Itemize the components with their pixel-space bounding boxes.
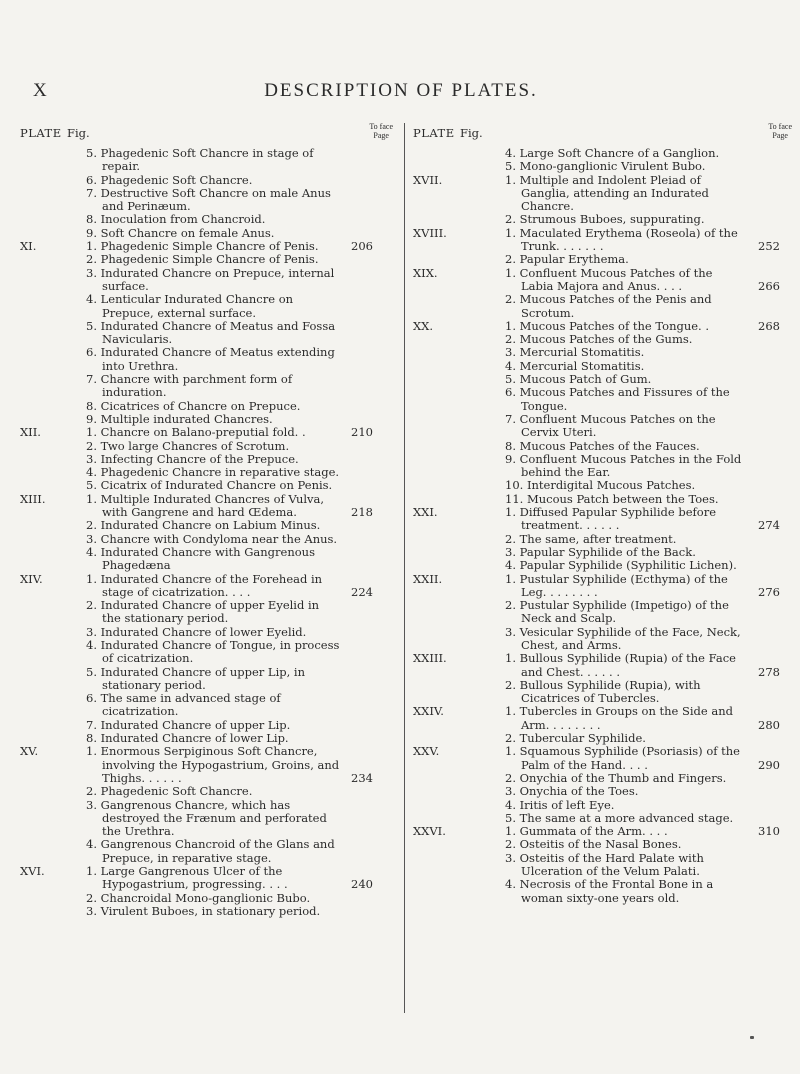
figure-description: 4. Iritis of left Eye. [505, 797, 615, 812]
figure-description: 6. Phagedenic Soft Chancre. [86, 172, 253, 187]
figure-entry [413, 705, 792, 732]
plate-number: XXI. [413, 505, 438, 520]
figure-entry [413, 626, 792, 653]
figure-entry [20, 639, 393, 666]
figure-description: 4. Indurated Chancre with Gangrenous Phagedæna [86, 544, 315, 573]
figure-entry [20, 732, 393, 745]
figure-entry [413, 785, 792, 798]
figure-entry [413, 559, 792, 572]
figure-description: 9. Soft Chancre on female Anus. [86, 225, 275, 240]
figure-description: 2. Papular Erythema. [505, 252, 629, 267]
figure-entry [20, 493, 393, 520]
figure-entry [413, 346, 792, 359]
figure-description: 5. Phagedenic Soft Chancre in stage of repair. [86, 146, 314, 174]
figure-entry [20, 174, 393, 187]
figure-entry [413, 599, 792, 626]
figure-description: 3. Chancre with Condyloma near the Anus. [86, 531, 338, 546]
figure-description: 2. Onychia of the Thumb and Fingers. [505, 770, 727, 785]
figure-description: 1. Phagedenic Simple Chancre of Penis. [86, 239, 319, 254]
page-reference: 290 [758, 757, 780, 772]
figure-description: 4. Necrosis of the Frontal Bone in a woman sixty-one years old. [505, 877, 714, 905]
figure-entry [413, 812, 792, 825]
column-header [413, 123, 792, 147]
figure-description: 8. Inoculation from Chancroid. [86, 212, 266, 227]
figure-entry [413, 440, 792, 453]
figure-description: 4. Papular Syphilide (Syphilitic Lichen). [505, 558, 737, 573]
figure-description: 3. Mercurial Stomatitis. [505, 345, 645, 360]
page-reference: 240 [351, 877, 373, 892]
figure-entry [20, 785, 393, 798]
figure-description: 5. Mono-ganglionic Virulent Bubo. [505, 159, 706, 174]
plate-number: XXIII. [413, 651, 447, 666]
page-label: Page [373, 130, 389, 140]
figure-description: 1. Confluent Mucous Patches of the Labia Majora and Anus. . . . [505, 265, 713, 293]
plate-number: XV. [20, 744, 39, 759]
figure-entry [20, 413, 393, 426]
figure-description: 8. Mucous Patches of the Fauces. [505, 438, 700, 453]
figure-description: 6. Indurated Chancre of Meatus extending into Urethra. [86, 345, 335, 373]
figure-description: 1. Enormous Serpiginous Soft Chancre, involving the Hypogastrium, Groins, and Thighs. . . . . . [86, 744, 340, 785]
figure-entry [20, 838, 393, 865]
figure-entry [20, 573, 393, 600]
figure-entry [413, 160, 792, 173]
figure-entry [413, 878, 792, 905]
figure-entry [20, 426, 393, 439]
figure-description: 1. Large Gangrenous Ulcer of the Hypogastrium, progressing. . . . [86, 864, 288, 892]
figure-entry [20, 626, 393, 639]
figure-description: 1. Chancre on Balano-preputial fold. . [86, 425, 306, 440]
column-header [20, 123, 393, 147]
figure-description: 3. Papular Syphilide of the Back. [505, 544, 696, 559]
figure-entry [413, 267, 792, 294]
figure-entry [20, 453, 393, 466]
figure-description: 8. Indurated Chancre of lower Lip. [86, 731, 289, 746]
figure-entry [413, 652, 792, 679]
figure-entry [413, 679, 792, 706]
plate-number: XXVI. [413, 824, 446, 839]
figure-description: 4. Indurated Chancre of Tongue, in process of cicatrization. [86, 637, 340, 666]
page-reference: 276 [758, 584, 780, 599]
figure-description: 5. Indurated Chancre of Meatus and Fossa Navicularis. [86, 318, 336, 347]
figure-description: 1. Pustular Syphilide (Ecthyma) of the Leg. . . . . . . . [505, 571, 728, 599]
figure-entry [20, 373, 393, 400]
figure-entry [413, 745, 792, 772]
figure-description: 1. Multiple and Indolent Pleiad of Ganglia, attending an Indurated Chancre. [505, 172, 709, 214]
figure-entry [20, 346, 393, 373]
figure-entry [413, 320, 792, 333]
figure-description: 4. Lenticular Indurated Chancre on Prepuce, external surface. [86, 292, 294, 320]
figure-entry [413, 453, 792, 480]
figure-description: 2. Mucous Patches of the Penis and Scrotum. [505, 292, 712, 320]
figure-description: 5. Indurated Chancre of upper Lip, in stationary period. [86, 664, 306, 692]
figure-entry [20, 466, 393, 479]
figure-entry [413, 772, 792, 785]
figure-entry [413, 799, 792, 812]
plate-number: XVIII. [413, 225, 447, 240]
figure-description: 9. Multiple indurated Chancres. [86, 411, 273, 426]
figure-description: 6. Mucous Patches and Fissures of the Tongue. [505, 385, 730, 413]
figure-description: 8. Cicatrices of Chancre on Prepuce. [86, 398, 301, 413]
figure-entry [413, 253, 792, 266]
figure-description: 2. Mucous Patches of the Gums. [505, 332, 693, 347]
page-reference: 278 [758, 664, 780, 679]
plate-number: XIII. [20, 491, 46, 506]
plates-column-left [20, 123, 393, 918]
plate-number: XIX. [413, 265, 438, 280]
figure-entry [413, 386, 792, 413]
page-label: Page [772, 130, 788, 140]
page-heading [768, 123, 792, 140]
plate-number: XII. [20, 425, 41, 440]
figure-entry [20, 905, 393, 918]
page-heading [369, 123, 393, 140]
figure-entry [20, 865, 393, 892]
figure-description: 1. Diffused Papular Syphilide before treatment. . . . . . [505, 505, 717, 533]
plates-column-right [404, 123, 792, 1013]
figure-entry [413, 413, 792, 440]
figure-description: 2. Bullous Syphilide (Rupia), with Cicatrices of Tubercles. [505, 677, 701, 706]
figure-description: 2. Tubercular Syphilide. [505, 731, 646, 746]
figure-entry [20, 599, 393, 626]
figure-description: 2. Phagedenic Soft Chancre. [86, 784, 253, 799]
figure-entry [413, 227, 792, 254]
plate-number: XIV. [20, 571, 43, 586]
page-reference: 224 [351, 584, 373, 599]
page-reference: 274 [758, 518, 780, 533]
figure-description: 11. Mucous Patch between the Toes. [505, 491, 719, 506]
figure-entry [413, 732, 792, 745]
figure-entry [20, 479, 393, 492]
plate-number: XI. [20, 239, 37, 254]
figure-entry [413, 479, 792, 492]
figure-entry [413, 213, 792, 226]
figure-entry [20, 400, 393, 413]
plate-number: XVII. [413, 172, 443, 187]
page-speck [750, 1036, 754, 1039]
figure-entry [20, 666, 393, 693]
figure-description: 3. Gangrenous Chancre, which has destroyed the Frænum and perforated the Urethra. [86, 797, 327, 839]
plate-number: XX. [413, 318, 434, 333]
page-title: DESCRIPTION OF PLATES. [264, 80, 538, 101]
figure-entry [20, 320, 393, 347]
figure-description: 3. Infecting Chancre of the Prepuce. [86, 451, 299, 466]
figure-entry [413, 293, 792, 320]
figure-description: 2. Pustular Syphilide (Impetigo) of the Neck and Scalp. [505, 598, 729, 626]
figure-entry [413, 546, 792, 559]
figure-description: 3. Vesicular Syphilide of the Face, Neck, Chest, and Arms. [505, 624, 741, 652]
figure-entry [413, 533, 792, 546]
figure-description: 9. Confluent Mucous Patches in the Fold behind the Ear. [505, 451, 742, 480]
figure-entry [413, 506, 792, 533]
page-reference: 310 [758, 824, 780, 839]
figure-entry [20, 293, 393, 320]
page-number: X [33, 80, 49, 101]
figure-description: 7. Chancre with parchment form of induration. [86, 372, 293, 400]
figure-entry [413, 838, 792, 851]
to-face-label: To face [768, 122, 792, 131]
figure-description: 3. Onychia of the Toes. [505, 784, 639, 799]
figure-description: 2. Two large Chancres of Scrotum. [86, 438, 290, 453]
figure-entry [20, 227, 393, 240]
page-reference: 266 [758, 278, 780, 293]
plate-number: XXIV. [413, 704, 444, 719]
figure-description: 1. Tubercles in Groups on the Side and Arm. . . . . . . . [505, 704, 734, 732]
figure-entry [413, 174, 792, 214]
figure-description: 7. Indurated Chancre of upper Lip. [86, 717, 291, 732]
page-reference: 218 [351, 505, 373, 520]
page-reference: 268 [758, 318, 780, 333]
figure-description: 4. Mercurial Stomatitis. [505, 358, 645, 373]
figure-entry [413, 333, 792, 346]
figure-description: 1. Bullous Syphilide (Rupia) of the Face and Chest. . . . . . [505, 651, 736, 679]
figure-entry [20, 692, 393, 719]
plate-heading: PLATE [413, 126, 455, 140]
figure-description: 6. The same in advanced stage of cicatrization. [86, 691, 281, 719]
figure-description: 3. Virulent Buboes, in stationary period. [86, 903, 321, 918]
figure-entry [20, 147, 393, 174]
figure-description: 2. Chancroidal Mono-ganglionic Bubo. [86, 890, 311, 905]
figure-description: 1. Gummata of the Arm. . . . [505, 824, 668, 839]
figure-entry [413, 825, 792, 838]
figure-entry [20, 745, 393, 785]
figure-entry [413, 852, 792, 879]
plate-number: XXV. [413, 744, 440, 759]
figure-entry [413, 147, 792, 160]
figure-description: 5. Mucous Patch of Gum. [505, 372, 652, 387]
page-reference: 210 [351, 425, 373, 440]
figure-description: 7. Confluent Mucous Patches on the Cervix Uteri. [505, 411, 716, 440]
figure-entry [20, 440, 393, 453]
figure-description: 4. Gangrenous Chancroid of the Glans and Prepuce, in reparative stage. [86, 837, 335, 865]
figure-entry [20, 187, 393, 214]
figure-entry [20, 799, 393, 839]
figure-description: 4. Phagedenic Chancre in reparative stage. [86, 465, 340, 480]
figure-description: 4. Large Soft Chancre of a Ganglion. [505, 146, 720, 160]
figure-description: 3. Indurated Chancre on Prepuce, internal surface. [86, 265, 335, 293]
figure-entry [413, 360, 792, 373]
figure-entry [413, 373, 792, 386]
figure-entry [20, 267, 393, 294]
figure-description: 2. Indurated Chancre on Labium Minus. [86, 518, 321, 533]
figure-entry [20, 546, 393, 573]
figure-entry [20, 719, 393, 732]
figure-description: 1. Multiple Indurated Chancres of Vulva, with Gangrene and hard Œdema. [86, 491, 325, 520]
figure-description: 1. Maculated Erythema (Roseola) of the Trunk. . . . . . . [505, 225, 738, 254]
page-header [20, 80, 782, 104]
figure-entry [20, 213, 393, 226]
plate-heading: PLATE [20, 126, 62, 140]
figure-description: 2. Phagedenic Simple Chancre of Penis. [86, 252, 319, 267]
figure-description: 3. Osteitis of the Hard Palate with Ulceration of the Velum Palati. [505, 850, 704, 879]
figure-entry [20, 240, 393, 253]
fig-heading: Fig. [67, 126, 90, 140]
figure-entry [20, 519, 393, 532]
figure-description: 2. Strumous Buboes, suppurating. [505, 212, 705, 227]
figure-entry [413, 573, 792, 600]
figure-description: 1. Mucous Patches of the Tongue. . [505, 318, 710, 333]
to-face-label: To face [369, 122, 393, 131]
page-reference: 206 [351, 239, 373, 254]
fig-heading: Fig. [460, 126, 483, 140]
figure-entry [413, 493, 792, 506]
figure-description: 1. Indurated Chancre of the Forehead in stage of cicatrization. . . . [86, 571, 323, 599]
plate-number: XXII. [413, 571, 443, 586]
figure-description: 2. Indurated Chancre of upper Eyelid in the stationary period. [86, 598, 320, 626]
figure-entry [20, 892, 393, 905]
figure-description: 1. Squamous Syphilide (Psoriasis) of the Palm of the Hand. . . . [505, 744, 740, 772]
figure-description: 2. Osteitis of the Nasal Bones. [505, 837, 682, 852]
figure-entry [20, 253, 393, 266]
figure-description: 10. Interdigital Mucous Patches. [505, 478, 696, 493]
figure-description: 5. Cicatrix of Indurated Chancre on Penis. [86, 478, 333, 493]
page-reference: 234 [351, 770, 373, 785]
figure-description: 2. The same, after treatment. [505, 531, 677, 546]
figure-description: 3. Indurated Chancre of lower Eyelid. [86, 624, 307, 639]
page-reference: 280 [758, 717, 780, 732]
page-reference: 252 [758, 239, 780, 254]
figure-description: 7. Destructive Soft Chancre on male Anus and Perinæum. [86, 185, 331, 214]
figure-description: 5. The same at a more advanced stage. [505, 810, 734, 825]
figure-entry [20, 533, 393, 546]
plate-number: XVI. [20, 864, 45, 879]
